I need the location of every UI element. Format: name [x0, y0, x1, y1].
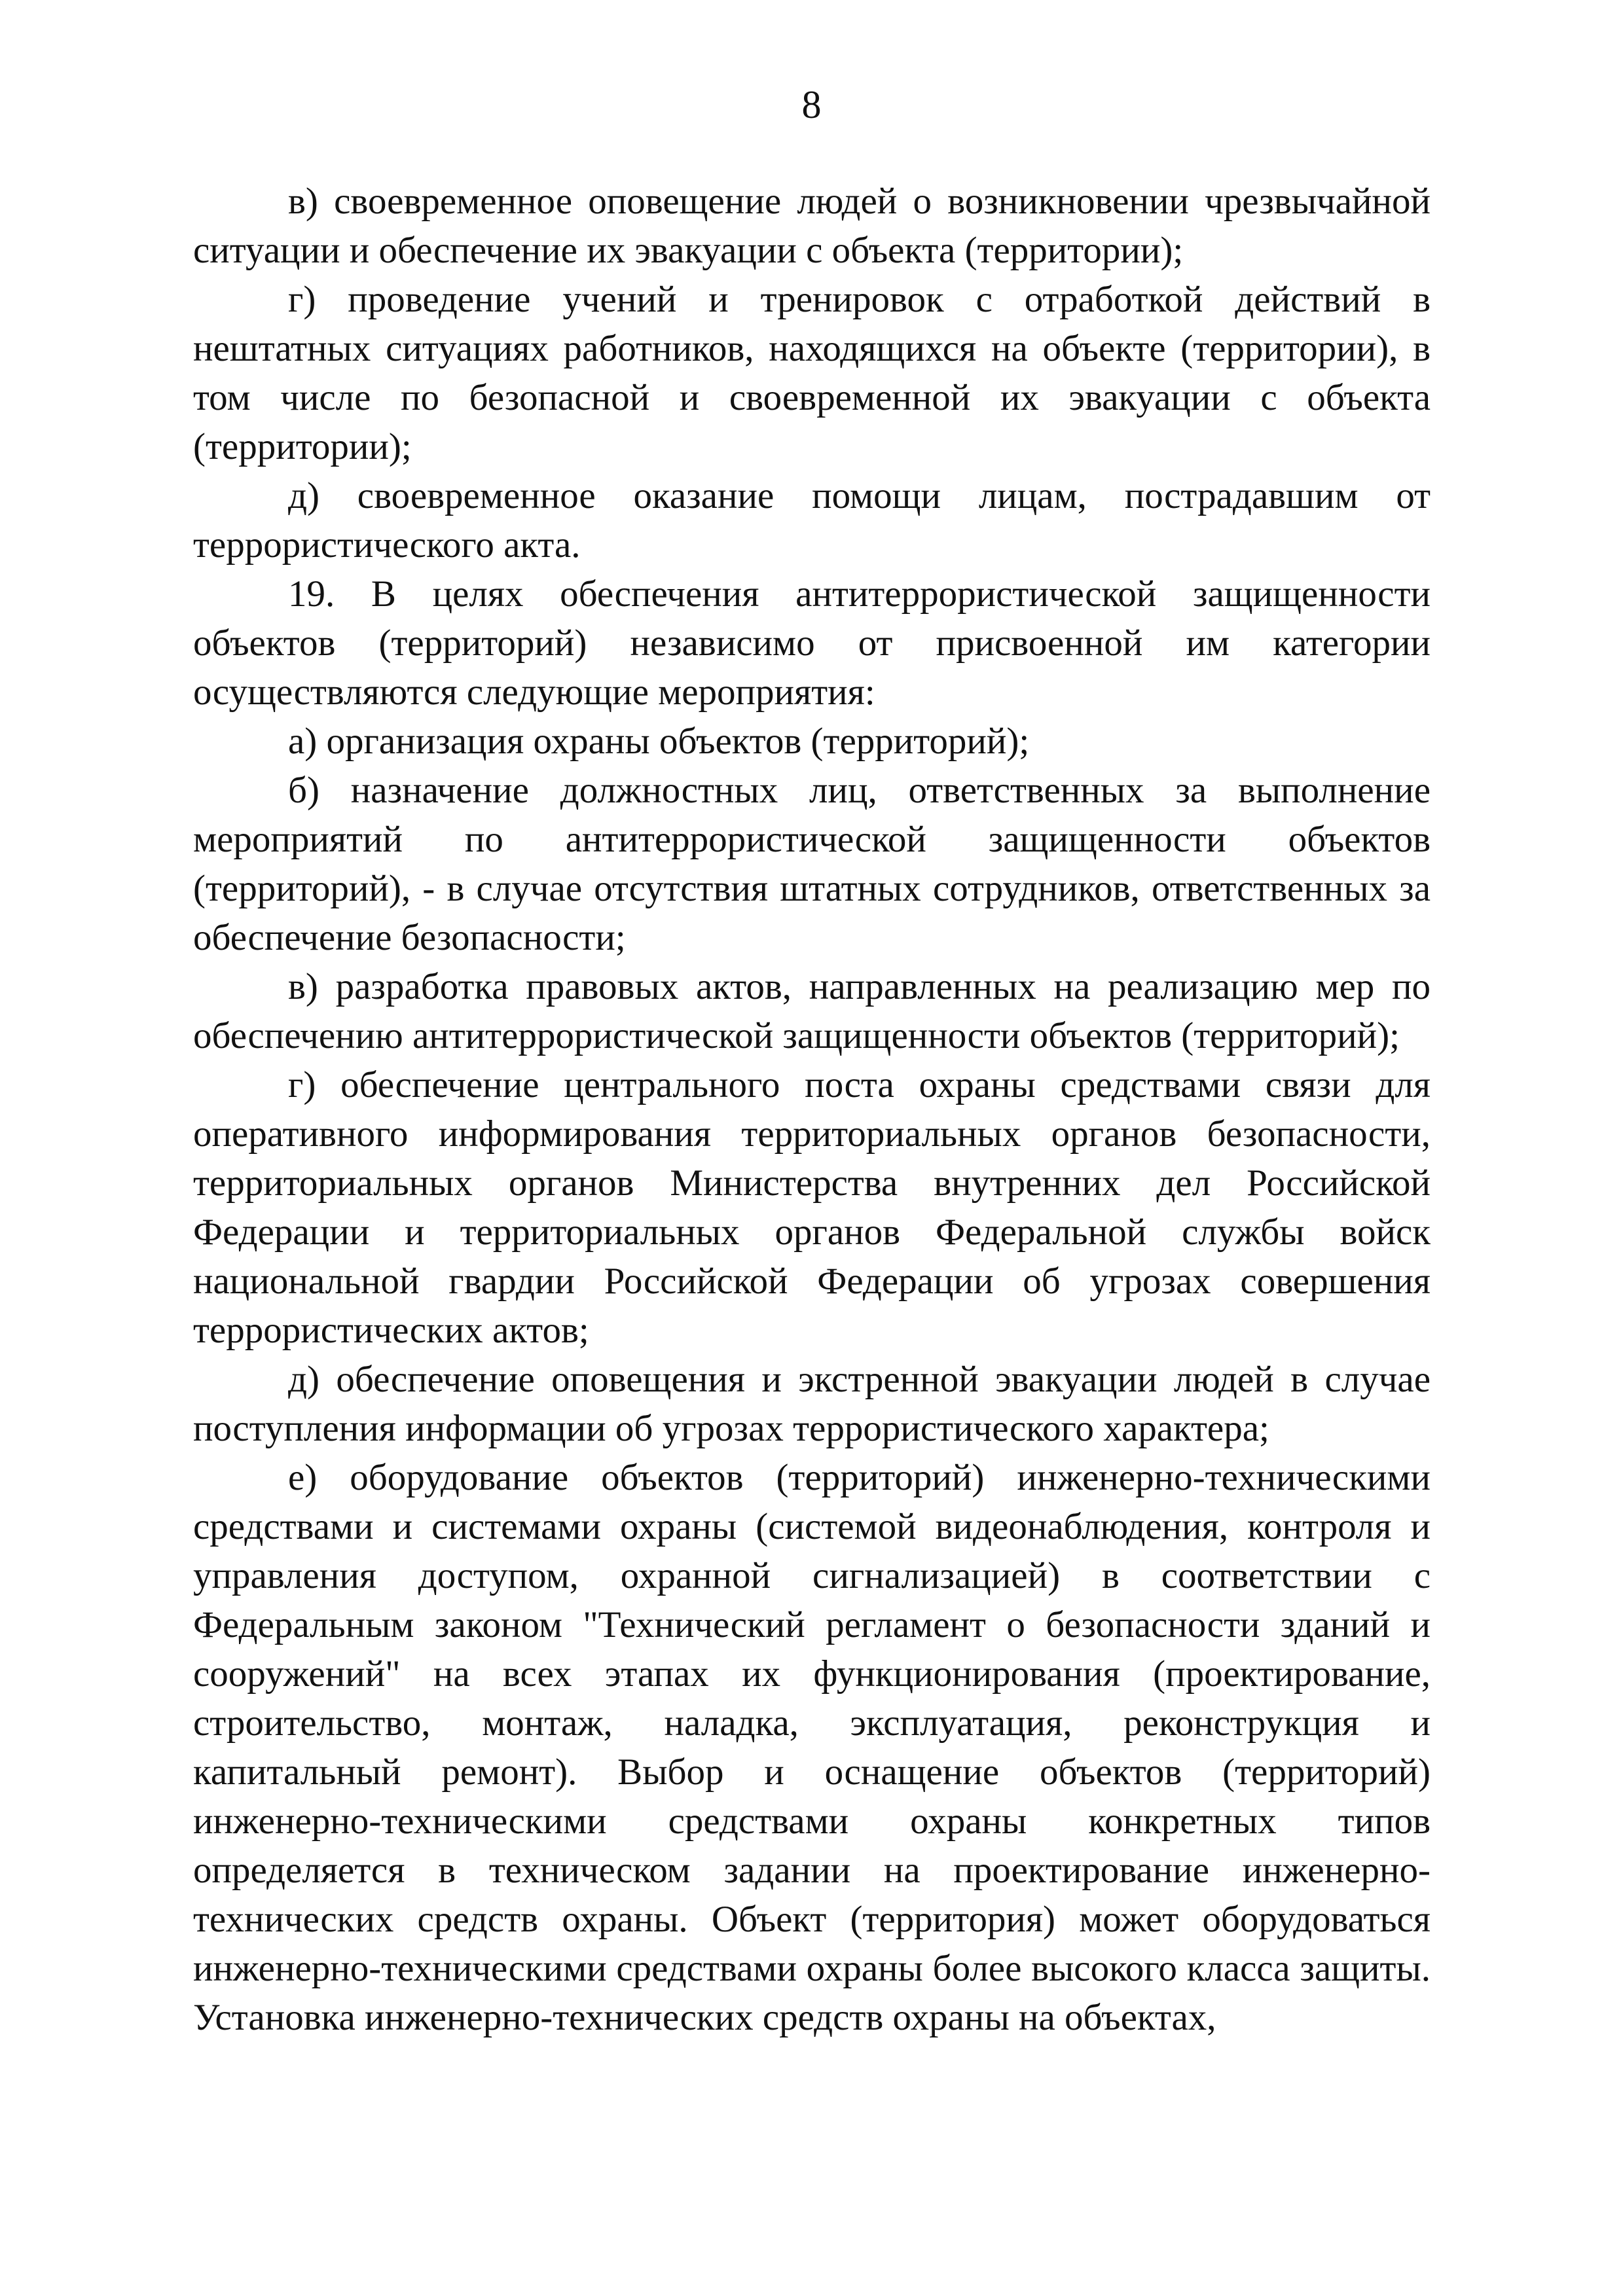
- paragraph-b-appointment: б) назначение должностных лиц, ответственных за выполнение мероприятий по антитеррористической защищенности объектов (территорий), - в случае отсутствия штатных сотрудников, ответственных за обеспечение безопасности;: [193, 770, 1431, 958]
- page-number: 8: [801, 83, 822, 126]
- paragraph-d-evacuation: д) обеспечение оповещения и экстренной эвакуации людей в случае поступления информации об угрозах террористического характера;: [193, 1359, 1431, 1449]
- paragraph-v-legal-acts: в) разработка правовых актов, направленных на реализацию мер по обеспечению антитеррористической защищенности объектов (территорий);: [193, 966, 1431, 1056]
- document-body: [193, 177, 1431, 2042]
- paragraph-g-exercises: г) проведение учений и тренировок с отработкой действий в нештатных ситуациях работников, находящихся на объекте (территории), в том числе по безопасной и своевременной их эвакуации с объекта (территории);: [193, 279, 1431, 467]
- paragraph-19-intro: 19. В целях обеспечения антитеррористической защищенности объектов (территорий) независимо от присвоенной им категории осуществляются следующие мероприятия:: [193, 573, 1431, 713]
- paragraph-e-equipment: е) оборудование объектов (территорий) инженерно-техническими средствами и системами охраны (системой видеонаблюдения, контроля и управления доступом, охранной сигнализацией) в соответствии с Федеральным законом "Технический регламент о безопасности зданий и сооружений" на всех этапах их функционирования (проектирование, строительство, монтаж, наладка, эксплуатация, реконструкция и капитальный ремонт). Выбор и оснащение объектов (территорий) инженерно-техническими средствами охраны конкретных типов определяется в техническом задании на проектирование инженерно-технических средств охраны. Объект (территория) может оборудоваться инженерно-техническими средствами охраны более высокого класса защиты. Установка инженерно-технических средств охраны на объектах,: [193, 1457, 1431, 2038]
- paragraph-d-assistance: д) своевременное оказание помощи лицам, пострадавшим от террористического акта.: [193, 475, 1431, 565]
- paragraph-g-communication: г) обеспечение центрального поста охраны средствами связи для оперативного информирования территориальных органов безопасности, территориальных органов Министерства внутренних дел Российской Федерации и территориальных органов Федеральной службы войск национальной гвардии Российской Федерации об угрозах совершения террористических актов;: [193, 1064, 1431, 1351]
- paragraph-v-notification: в) своевременное оповещение людей о возникновении чрезвычайной ситуации и обеспечение их эвакуации с объекта (территории);: [193, 181, 1431, 271]
- paragraph-a-guarding: а) организация охраны объектов (территорий);: [288, 721, 1030, 762]
